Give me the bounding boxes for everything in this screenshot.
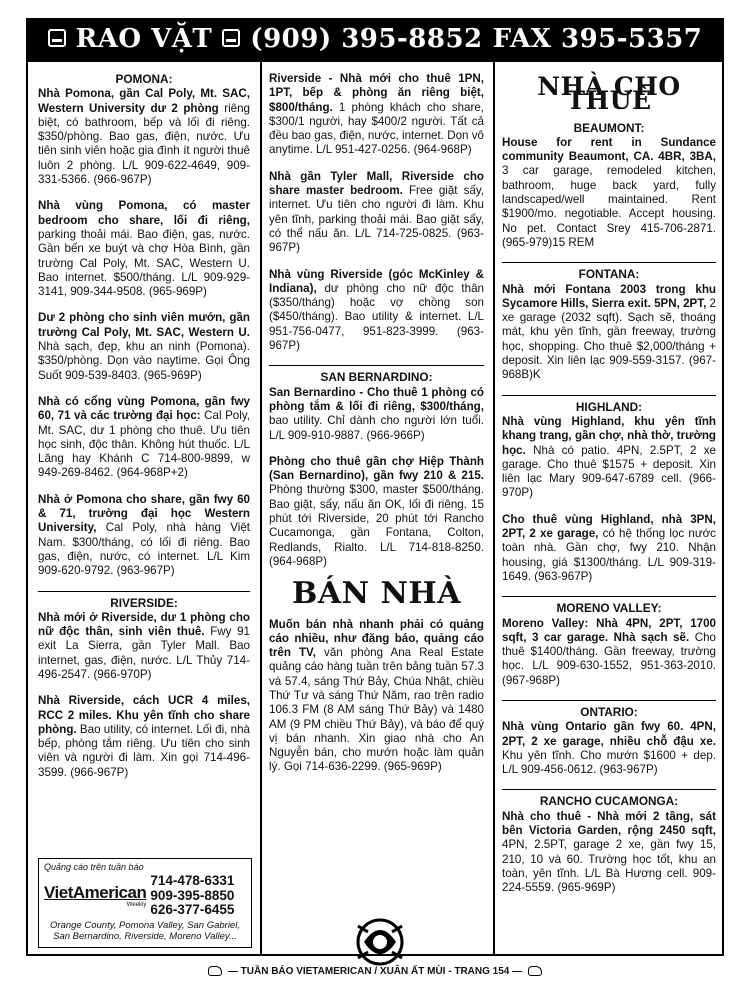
goat-ornament-icon: [350, 912, 410, 972]
page-header: [26, 18, 724, 60]
classified-ad: San Bernardino - Cho thuê 1 phòng có phòng tắm & lối đi riêng, $300/tháng, bao utility. Chỉ dành cho người lớn tuổi. L/L 909-910-9887. (966-966P): [269, 385, 484, 442]
classified-ad: Phòng cho thuê gần chợ Hiệp Thành (San Bernardino), gần fwy 210 & 215. Phòng thường $300, master $500/tháng. Bao giặt, sấy, nấu ăn OK, lối đi riêng. 15 phút tới Riverside, 20 phút tới Rancho Cucamonga, gần Fontana, Colton, Redlands, Rialto. L/L 714-818-8250. (964-968P): [269, 454, 484, 568]
header-title: RAO VẶT: [75, 24, 213, 54]
section-title-ban-nha: BÁN NHÀ: [291, 576, 462, 612]
vietamerican-logo: VietAmerican Weekly: [44, 882, 147, 908]
classified-ad: Cho thuê vùng Highland, nhà 3PN, 2PT, 2 xe garage, có hệ thống lọc nước toàn nhà. Gần chợ, fwy 210. Nhận housing, giá $1300/tháng. L/L 909-319-1649. (963-967P): [502, 512, 716, 583]
classified-ad: Nhà có cổng vùng Pomona, gần fwy 60, 71 và các trường đại học: Cal Poly, Mt. SAC, dư 1 phòng cho thuê. Ưu tiên học sinh, độc thân. Không hút thuốc. L/L Lăng hay Khánh C 714-800-9899, w 949-269-8462. (964-968P+2): [38, 394, 250, 480]
classified-ad: Nhà mới ở Riverside, dư 1 phòng cho nữ độc thân, sinh viên thuê. Fwy 91 exit La Sierra, gần Tyler Mall. Bao internet, gas, điện, nước. L/L Thủy 714-496-2547. (966-970P): [38, 610, 250, 681]
classified-ad: Riverside - Nhà mới cho thuê 1PN, 1PT, bếp & phòng ăn riêng biệt, $800/tháng. 1 phòng khách cho share, $300/1 người, hay $400/2 người. Tất cả đều bao gas, điện, nước, internet. Dọn vô anytime. L/L 951-427-0256. (964-968P): [269, 72, 484, 157]
classified-ad: Nhà vùng Ontario gần fwy 60. 4PN, 2PT, 2 xe garage, nhiều chỗ đậu xe. Khu yên tĩnh. Cho mướn $1600 + dep. L/L 909-456-0612. (963-967P): [502, 720, 716, 777]
column-1: [38, 72, 250, 792]
classified-ad: Nhà Riverside, cách UCR 4 miles, RCC 2 miles. Khu yên tĩnh cho share phòng. Bao utility, có internet. Lối đi, nhà bếp, phòng tắm riêng. Ưu tiên cho sinh viên và người đi làm. Xin gọi 714-496-3599. (966-967P): [38, 694, 250, 779]
classified-ad: Nhà gần Tyler Mall, Riverside cho share master bedroom. Free giặt sấy, internet. Ưu tiên cho người đi làm. Khu yên tĩnh, parking thoải mái. Bao giặt sấy, có thể nấu ăn. L/L 714-725-0825. (963-967P): [269, 169, 484, 255]
phone-icon: [48, 29, 66, 47]
classified-ad: Nhà ở Pomona cho share, gần fwy 60 & 71, trường đại học Western University, Cal Poly, nhà hàng Việt Nam. $300/tháng, có lối đi riêng. Bao gas, điện, nước, có internet. L/L Kim 909-620-9792. (963-967P): [38, 492, 250, 578]
classified-ad: Dư 2 phòng cho sinh viên mướn, gần trường Cal Poly, Mt. SAC, Western U. Nhà sạch, đẹp, khu an ninh (Pomona). $350/phòng. Dọn vào naytime. Gọi Ông Suốt 909-539-8403. (965-969P): [38, 311, 250, 382]
column-divider: [260, 62, 262, 954]
region-heading: BEAUMONT:: [573, 120, 645, 135]
region-heading: MORENO VALLEY:: [502, 596, 716, 615]
advertising-contact-box: [38, 858, 252, 948]
column-divider: [493, 62, 495, 954]
promo-service-area: Orange County, Pomona Valley, San Gabriel, San Bernardino, Riverside, Moreno Valley...: [50, 919, 240, 942]
classified-ad: Nhà Pomona, gần Cal Poly, Mt. SAC, Western University dư 2 phòng riêng biệt, có bathroom, bếp và lối đi riêng. $350/phòng. Bao gas, điện, nước. Ưu tiên sinh viên hoặc gia đình ít người thuê luôn 2 phòng. L/L 909-622-4649, 909-331-5366. (966-967P): [38, 87, 250, 187]
classified-ad: Nhà mới Fontana 2003 trong khu Sycamore Hills, Sierra exit. 5PN, 2PT, 2 xe garage (2032 sqft). Sạch sẽ, thoáng mát, khu yên tĩnh, gần freeway, trường học, shopping. Cho thuê $2,000/tháng + deposit. Xin liên lạc 909-559-3157. (967-968B)K: [502, 282, 716, 382]
page-footer: [0, 966, 750, 977]
promo-phones: 714-478-6331 909-395-8850 626-377-6455: [150, 873, 235, 917]
header-phone: (909) 395-8852: [250, 24, 483, 54]
classifieds-frame: [26, 60, 724, 956]
goat-icon: [208, 966, 222, 976]
promo-caption: Quảng cáo trên tuần báo: [44, 862, 144, 872]
region-heading: POMONA:: [115, 72, 173, 86]
region-heading: FONTANA:: [502, 262, 716, 281]
region-heading: SAN BERNARDINO:: [269, 365, 484, 384]
classified-ad: Nhà cho thuê - Nhà mới 2 tầng, sát bên Victoria Garden, rộng 2450 sqft, 4PN, 2.5PT, garage 2 xe, gần fwy 15, 210, 10 và 60. Trường học tốt, khu an toàn, yên tĩnh. L/L Bà Hương cell. 909-224-5559. (965-969P): [502, 809, 716, 895]
section-title-nha-cho-thue: NHÀ CHO THUÊ: [537, 72, 681, 116]
region-heading: HIGHLAND:: [502, 395, 716, 414]
classified-ad: Nhà vùng Riverside (góc McKinley & Indiana), dư phòng cho nữ độc thân ($350/tháng) hoặc vợ chồng son ($450/tháng). Bao utility & internet. L/L 951-756-0477, 951-823-3999. (963-967P): [269, 267, 484, 353]
classified-ad: Nhà vùng Highland, khu yên tĩnh khang trang, gần chợ, nhà thờ, trường học. Nhà có patio. 4PN, 2.5PT, 2 xe garage. Cho thuê $1575 + deposit. Xin liên lạc Mary 909-647-6789 cell. (966-970P): [502, 414, 716, 500]
classified-ad: House for rent in Sundance community Beaumont, CA. 4BR, 3BA, 3 car garage, remodeled kitchen, bathroom, huge back yard, fully landscaped/well maintained. Rent $1900/mo. negotiable. Accept housing. No pet. Contact Srey 415-706-2871. (965-979)15 REM: [502, 135, 716, 249]
classified-ad: Muốn bán nhà nhanh phải có quảng cáo nhiều, như đăng báo, quảng cáo trên TV, văn phòng Ana Real Estate quảng cáo hàng tuần trên bảng tuần 57.3 và 57.4, sáng Thứ Bảy, Chúa Nhật, chiều Thứ Tư và sáng Thứ Năm, rao trên radio 106.3 FM (8 AM sáng Thứ Bảy) và 1480 AM (9 PM chiều Thứ Bảy), và báo để quý vị bán nhanh. Xin giao nhà cho An Nguyễn bán, cho mướn hoặc làm quản lý. Gọi 714-636-2299. (965-969P): [269, 617, 484, 774]
region-heading: ONTARIO:: [502, 700, 716, 719]
footer-text: — TUẦN BÁO VIETAMERICAN / XUÂN ẤT MÙI - TRANG 154 —: [227, 966, 523, 977]
region-heading: RANCHO CUCAMONGA:: [502, 789, 716, 808]
column-2: [269, 72, 484, 787]
classified-ad: Nhà vùng Pomona, có master bedroom cho share, lối đi riêng, parking thoải mái. Bao điện, gas, nước. Gần bến xe buýt và chợ Hòa Bình, gần trường Cal Poly, Mt. SAC, Western U. Bao internet. $500/tháng. L/L 909-929-3141, 909-344-9508. (965-969P): [38, 199, 250, 299]
column-3: [502, 72, 716, 908]
phone-icon: [222, 29, 240, 47]
region-heading: RIVERSIDE:: [38, 591, 250, 610]
goat-icon: [528, 966, 542, 976]
classified-ad: Moreno Valley: Nhà 4PN, 2PT, 1700 sqft, 3 car garage. Nhà sạch sẽ. Cho thuê $1400/tháng. Gần freeway, trường học. L/L 909-630-1552, 951-363-2010. (967-968P): [502, 616, 717, 687]
header-fax: FAX 395-5357: [492, 24, 703, 54]
